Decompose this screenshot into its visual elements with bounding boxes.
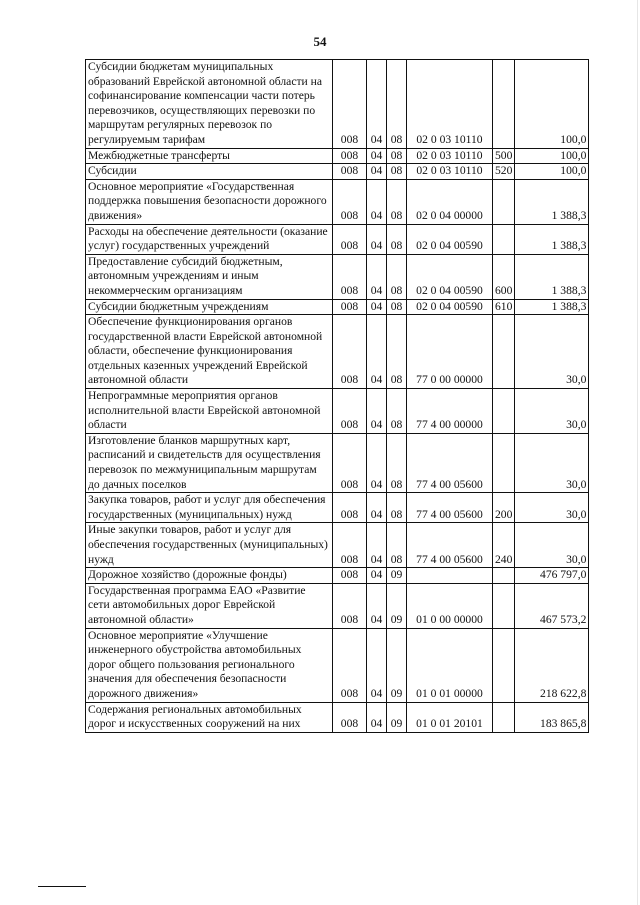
row-name: Субсидии бюджетам муниципальных образований Еврейской автономной области на софинансирование компенсации части потерь перевозчиков, осуществляющих перевозки по маршрутам регулярных перевозок по регулируемым тарифам xyxy=(86,60,333,149)
ministry-code: 008 xyxy=(333,148,367,164)
ministry-code: 008 xyxy=(333,179,367,224)
expense-type-code xyxy=(493,628,515,702)
table-row xyxy=(86,179,589,224)
subsection-code: 08 xyxy=(387,179,407,224)
target-article-code: 01 0 01 20101 xyxy=(407,702,493,732)
target-article-code: 02 0 04 00590 xyxy=(407,254,493,299)
section-code: 04 xyxy=(367,493,387,523)
ministry-code: 008 xyxy=(333,568,367,584)
table-row xyxy=(86,224,589,254)
row-name: Содержания региональных автомобильных дорог и искусственных сооружений на них xyxy=(86,702,333,732)
amount: 476 797,0 xyxy=(515,568,589,584)
expense-type-code xyxy=(493,179,515,224)
scan-edge xyxy=(637,0,638,905)
expense-type-code xyxy=(493,315,515,389)
target-article-code: 02 0 03 10110 xyxy=(407,164,493,180)
page-number: 54 xyxy=(313,34,327,49)
target-article-code: 77 4 00 05600 xyxy=(407,523,493,568)
subsection-code: 08 xyxy=(387,60,407,149)
subsection-code: 09 xyxy=(387,583,407,628)
target-article-code: 77 4 00 00000 xyxy=(407,389,493,434)
subsection-code: 09 xyxy=(387,628,407,702)
row-name: Обеспечение функционирования органов государственной власти Еврейской автономной области, обеспечение функционирования отдельных казенных учреждений Еврейской автономной области xyxy=(86,315,333,389)
ministry-code: 008 xyxy=(333,433,367,492)
section-code: 04 xyxy=(367,299,387,315)
row-name: Субсидии xyxy=(86,164,333,180)
ministry-code: 008 xyxy=(333,299,367,315)
ministry-code: 008 xyxy=(333,702,367,732)
expense-type-code xyxy=(493,583,515,628)
amount: 30,0 xyxy=(515,493,589,523)
target-article-code: 02 0 03 10110 xyxy=(407,60,493,149)
amount: 467 573,2 xyxy=(515,583,589,628)
expense-type-code xyxy=(493,568,515,584)
target-article-code: 01 0 00 00000 xyxy=(407,583,493,628)
row-name: Предоставление субсидий бюджетным, автономным учреждениям и иным некоммерческим организациям xyxy=(86,254,333,299)
subsection-code: 08 xyxy=(387,254,407,299)
amount: 1 388,3 xyxy=(515,299,589,315)
budget-table xyxy=(85,59,589,733)
amount: 1 388,3 xyxy=(515,179,589,224)
row-name: Непрограммные мероприятия органов исполнительной власти Еврейской автономной области xyxy=(86,389,333,434)
ministry-code: 008 xyxy=(333,315,367,389)
amount: 30,0 xyxy=(515,523,589,568)
expense-type-code xyxy=(493,224,515,254)
target-article-code: 02 0 04 00590 xyxy=(407,299,493,315)
section-code: 04 xyxy=(367,583,387,628)
section-code: 04 xyxy=(367,523,387,568)
ministry-code: 008 xyxy=(333,254,367,299)
section-code: 04 xyxy=(367,148,387,164)
subsection-code: 08 xyxy=(387,433,407,492)
table-row xyxy=(86,628,589,702)
table-row xyxy=(86,60,589,149)
expense-type-code: 520 xyxy=(493,164,515,180)
ministry-code: 008 xyxy=(333,60,367,149)
table-row xyxy=(86,389,589,434)
expense-type-code xyxy=(493,60,515,149)
target-article-code xyxy=(407,568,493,584)
expense-type-code: 600 xyxy=(493,254,515,299)
expense-type-code xyxy=(493,702,515,732)
subsection-code: 08 xyxy=(387,493,407,523)
amount: 1 388,3 xyxy=(515,254,589,299)
subsection-code: 08 xyxy=(387,389,407,434)
row-name: Субсидии бюджетным учреждениям xyxy=(86,299,333,315)
row-name: Иные закупки товаров, работ и услуг для обеспечения государственных (муниципальных) нужд xyxy=(86,523,333,568)
expense-type-code xyxy=(493,389,515,434)
section-code: 04 xyxy=(367,315,387,389)
subsection-code: 08 xyxy=(387,224,407,254)
row-name: Расходы на обеспечение деятельности (оказание услуг) государственных учреждений xyxy=(86,224,333,254)
row-name: Основное мероприятие «Улучшение инженерного обустройства автомобильных дорог общего пользования регионального значения для обеспечения безопасности дорожного движения» xyxy=(86,628,333,702)
row-name: Изготовление бланков маршрутных карт, расписаний и свидетельств для осуществления перевозок по межмуниципальным маршрутам до дачных поселков xyxy=(86,433,333,492)
ministry-code: 008 xyxy=(333,164,367,180)
target-article-code: 01 0 01 00000 xyxy=(407,628,493,702)
expense-type-code: 200 xyxy=(493,493,515,523)
subsection-code: 08 xyxy=(387,299,407,315)
ministry-code: 008 xyxy=(333,523,367,568)
amount: 100,0 xyxy=(515,164,589,180)
table-row xyxy=(86,523,589,568)
section-code: 04 xyxy=(367,568,387,584)
subsection-code: 08 xyxy=(387,315,407,389)
target-article-code: 02 0 04 00000 xyxy=(407,179,493,224)
amount: 100,0 xyxy=(515,148,589,164)
table-row xyxy=(86,315,589,389)
ministry-code: 008 xyxy=(333,493,367,523)
row-name: Дорожное хозяйство (дорожные фонды) xyxy=(86,568,333,584)
subsection-code: 08 xyxy=(387,523,407,568)
section-code: 04 xyxy=(367,389,387,434)
section-code: 04 xyxy=(367,628,387,702)
ministry-code: 008 xyxy=(333,224,367,254)
table-row xyxy=(86,164,589,180)
section-code: 04 xyxy=(367,224,387,254)
row-name: Закупка товаров, работ и услуг для обеспечения государственных (муниципальных) нужд xyxy=(86,493,333,523)
amount: 30,0 xyxy=(515,389,589,434)
amount: 100,0 xyxy=(515,60,589,149)
expense-type-code: 240 xyxy=(493,523,515,568)
amount: 30,0 xyxy=(515,315,589,389)
subsection-code: 08 xyxy=(387,148,407,164)
ministry-code: 008 xyxy=(333,389,367,434)
table-row xyxy=(86,433,589,492)
table-row xyxy=(86,583,589,628)
section-code: 04 xyxy=(367,433,387,492)
table-row xyxy=(86,299,589,315)
section-code: 04 xyxy=(367,179,387,224)
amount: 218 622,8 xyxy=(515,628,589,702)
table-row xyxy=(86,702,589,732)
subsection-code: 08 xyxy=(387,164,407,180)
ministry-code: 008 xyxy=(333,583,367,628)
target-article-code: 02 0 04 00590 xyxy=(407,224,493,254)
amount: 183 865,8 xyxy=(515,702,589,732)
row-name: Государственная программа ЕАО «Развитие сети автомобильных дорог Еврейской автономной области» xyxy=(86,583,333,628)
subsection-code: 09 xyxy=(387,568,407,584)
table-row xyxy=(86,568,589,584)
table-row xyxy=(86,493,589,523)
table-row xyxy=(86,254,589,299)
section-code: 04 xyxy=(367,164,387,180)
section-code: 04 xyxy=(367,60,387,149)
target-article-code: 77 4 00 05600 xyxy=(407,493,493,523)
target-article-code: 02 0 03 10110 xyxy=(407,148,493,164)
amount: 30,0 xyxy=(515,433,589,492)
subsection-code: 09 xyxy=(387,702,407,732)
row-name: Межбюджетные трансферты xyxy=(86,148,333,164)
ministry-code: 008 xyxy=(333,628,367,702)
expense-type-code: 500 xyxy=(493,148,515,164)
expense-type-code xyxy=(493,433,515,492)
target-article-code: 77 0 00 00000 xyxy=(407,315,493,389)
amount: 1 388,3 xyxy=(515,224,589,254)
expense-type-code: 610 xyxy=(493,299,515,315)
section-code: 04 xyxy=(367,254,387,299)
footnote-separator xyxy=(38,886,86,887)
table-row xyxy=(86,148,589,164)
section-code: 04 xyxy=(367,702,387,732)
target-article-code: 77 4 00 05600 xyxy=(407,433,493,492)
row-name: Основное мероприятие «Государственная поддержка повышения безопасности дорожного движения» xyxy=(86,179,333,224)
